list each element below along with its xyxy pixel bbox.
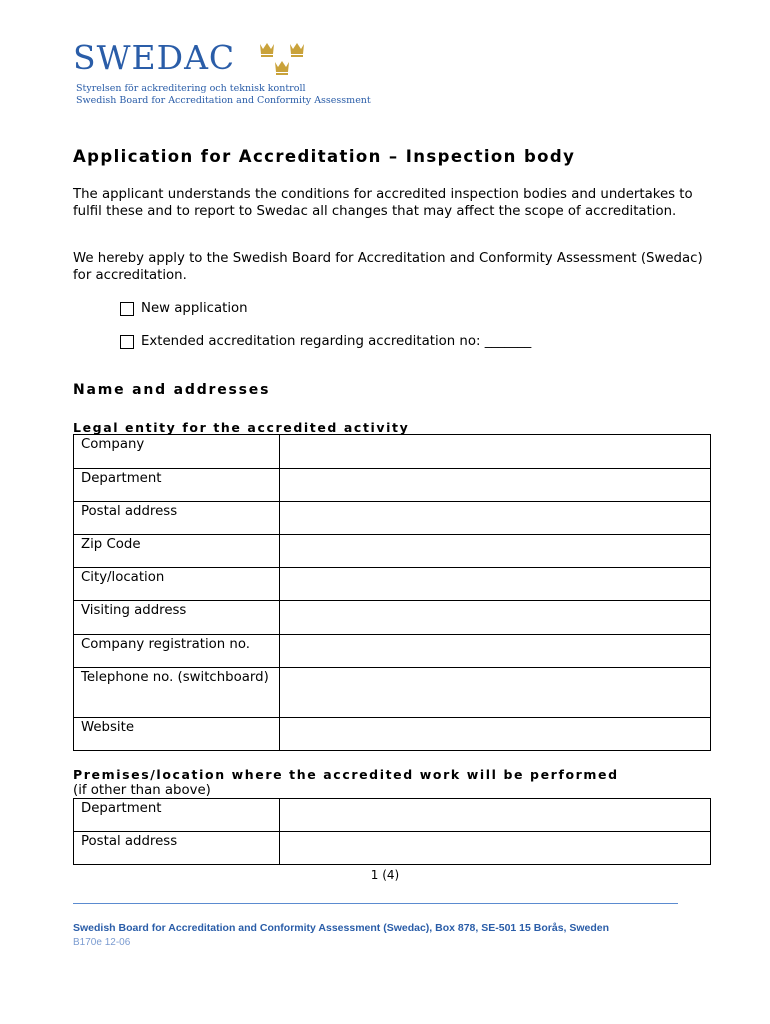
table-row (74, 535, 711, 568)
option-extended-accreditation[interactable] (120, 334, 531, 349)
row-label: Department (74, 799, 280, 832)
option-label: Extended accreditation regarding accreditation no: _______ (141, 334, 532, 349)
option-new-application[interactable] (120, 301, 248, 316)
section-heading-names: Name and addresses (73, 382, 271, 398)
row-label: Postal address (74, 502, 280, 535)
row-label: Zip Code (74, 535, 280, 568)
row-label: City/location (74, 568, 280, 601)
table-row (74, 635, 711, 668)
row-label: Company (74, 435, 280, 469)
footer-address: Swedish Board for Accreditation and Conformity Assessment (Swedac), Box 878, SE-501 15 Borås, Sweden (73, 922, 610, 934)
three-crowns-icon (252, 40, 312, 86)
page-number: 1 (4) (370, 868, 400, 882)
page-title: Application for Accreditation – Inspection body (73, 147, 576, 166)
premises-note: (if other than above) (73, 783, 211, 798)
row-value-field[interactable] (280, 535, 711, 568)
option-label: New application (141, 301, 248, 316)
logo-subtitle-english: Swedish Board for Accreditation and Conformity Assessment (76, 95, 371, 106)
table-row (74, 799, 711, 832)
logo-subtitle-swedish: Styrelsen för ackreditering och teknisk kontroll (76, 83, 306, 94)
intro-paragraph-1: The applicant understands the conditions for accredited inspection bodies and undertakes to fulfil these and to report to Swedac all changes that may affect the scope of accreditation. (73, 187, 693, 219)
row-value-field[interactable] (280, 832, 711, 865)
row-value-field[interactable] (280, 718, 711, 751)
row-label: Postal address (74, 832, 280, 865)
table-row (74, 568, 711, 601)
row-value-field[interactable] (280, 601, 711, 635)
row-label: Company registration no. (74, 635, 280, 668)
table-row (74, 435, 711, 469)
row-value-field[interactable] (280, 635, 711, 668)
table-row (74, 668, 711, 718)
table-row (74, 469, 711, 502)
row-value-field[interactable] (280, 435, 711, 469)
row-label: Visiting address (74, 601, 280, 635)
checkbox[interactable] (120, 335, 134, 349)
footer-divider (73, 903, 678, 904)
legal-entity-table (73, 434, 711, 751)
row-value-field[interactable] (280, 668, 711, 718)
table-row (74, 601, 711, 635)
row-value-field[interactable] (280, 469, 711, 502)
row-value-field[interactable] (280, 502, 711, 535)
table-row (74, 718, 711, 751)
document-code: B170e 12-06 (73, 937, 131, 948)
table-row (74, 832, 711, 865)
row-label: Telephone no. (switchboard) (74, 668, 280, 718)
swedac-logo-text: SWEDAC (73, 38, 236, 77)
table-row (74, 502, 711, 535)
intro-paragraph-2: We hereby apply to the Swedish Board for Accreditation and Conformity Assessment (Swedac) for accreditation. (73, 251, 703, 283)
row-label: Website (74, 718, 280, 751)
row-value-field[interactable] (280, 568, 711, 601)
premises-heading: Premises/location where the accredited work will be performed (73, 767, 619, 782)
row-label: Department (74, 469, 280, 502)
row-value-field[interactable] (280, 799, 711, 832)
legal-entity-heading: Legal entity for the accredited activity (73, 420, 410, 435)
checkbox[interactable] (120, 302, 134, 316)
premises-table (73, 798, 711, 865)
